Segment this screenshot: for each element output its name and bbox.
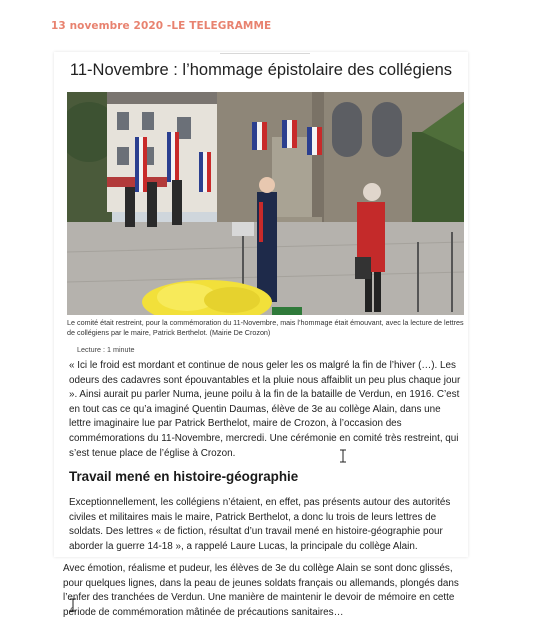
paragraph: Avec émotion, réalisme et pudeur, les élèves de 3e du collège Alain se sont donc glissés, pour quelques lignes, dans la peau de jeunes soldats français ou allemands, plongés dans l’enfer des tranchées de Verdun. Une manière de maintenir le devoir de mémoire en cette période de commémoration mâtinée de précautions sanitaires… bbox=[63, 563, 459, 618]
divider bbox=[220, 53, 310, 54]
read-time: Lecture : 1 minute bbox=[77, 345, 135, 354]
text-cursor-icon bbox=[69, 598, 77, 612]
paragraph: Exceptionnellement, les collégiens n’étaient, en effet, pas présents autour des autorités civiles et militaires mais le maire, Patrick Berthelot, a donc lu trois de leurs lettres de soldats. Des lettres « de fiction, résultat d’un travail mené en histoire-géographie pour aborder la guerre 14-18 », a rappelé Laure Lucas, la principale du collège Alain. bbox=[69, 497, 451, 552]
paragraph: « Ici le froid est mordant et continue de nous geler les os malgré la fin de l’hiver (…). Les odeurs des cadavres sont épouvantables et la pluie nous affaiblit un peu plus chaque jour ». Ainsi aurait pu parler Numa, jeune poilu à la fin de la bataille de Verdun, en 1916. C’est en tout cas ce qu’a imaginé Quentin Daumas, élève de 3e au collège Alain, dans une lettre imaginaire lue par Patrick Berthelot, maire de Crozon, à l’occasion des commémorations du 11-Novembre, mercredi. Une cérémonie en comité très restreint, qui s’est tenue place de l’église à Crozon. bbox=[69, 360, 461, 459]
photo-caption: Le comité était restreint, pour la commémoration du 11-Novembre, mais l’hommage était émouvant, avec la lecture de lettres de collégiens par le maire, Patrick Berthelot. (Mairie De Crozon) bbox=[67, 318, 464, 337]
section-subheading: Travail mené en histoire-géographie bbox=[69, 469, 299, 484]
ceremony-photo bbox=[67, 92, 464, 315]
article-title: 11-Novembre : l’hommage épistolaire des collégiens bbox=[69, 61, 453, 79]
text-cursor-icon bbox=[339, 449, 347, 463]
newspaper-date-source: 13 novembre 2020 -LE TELEGRAMME bbox=[51, 20, 272, 32]
